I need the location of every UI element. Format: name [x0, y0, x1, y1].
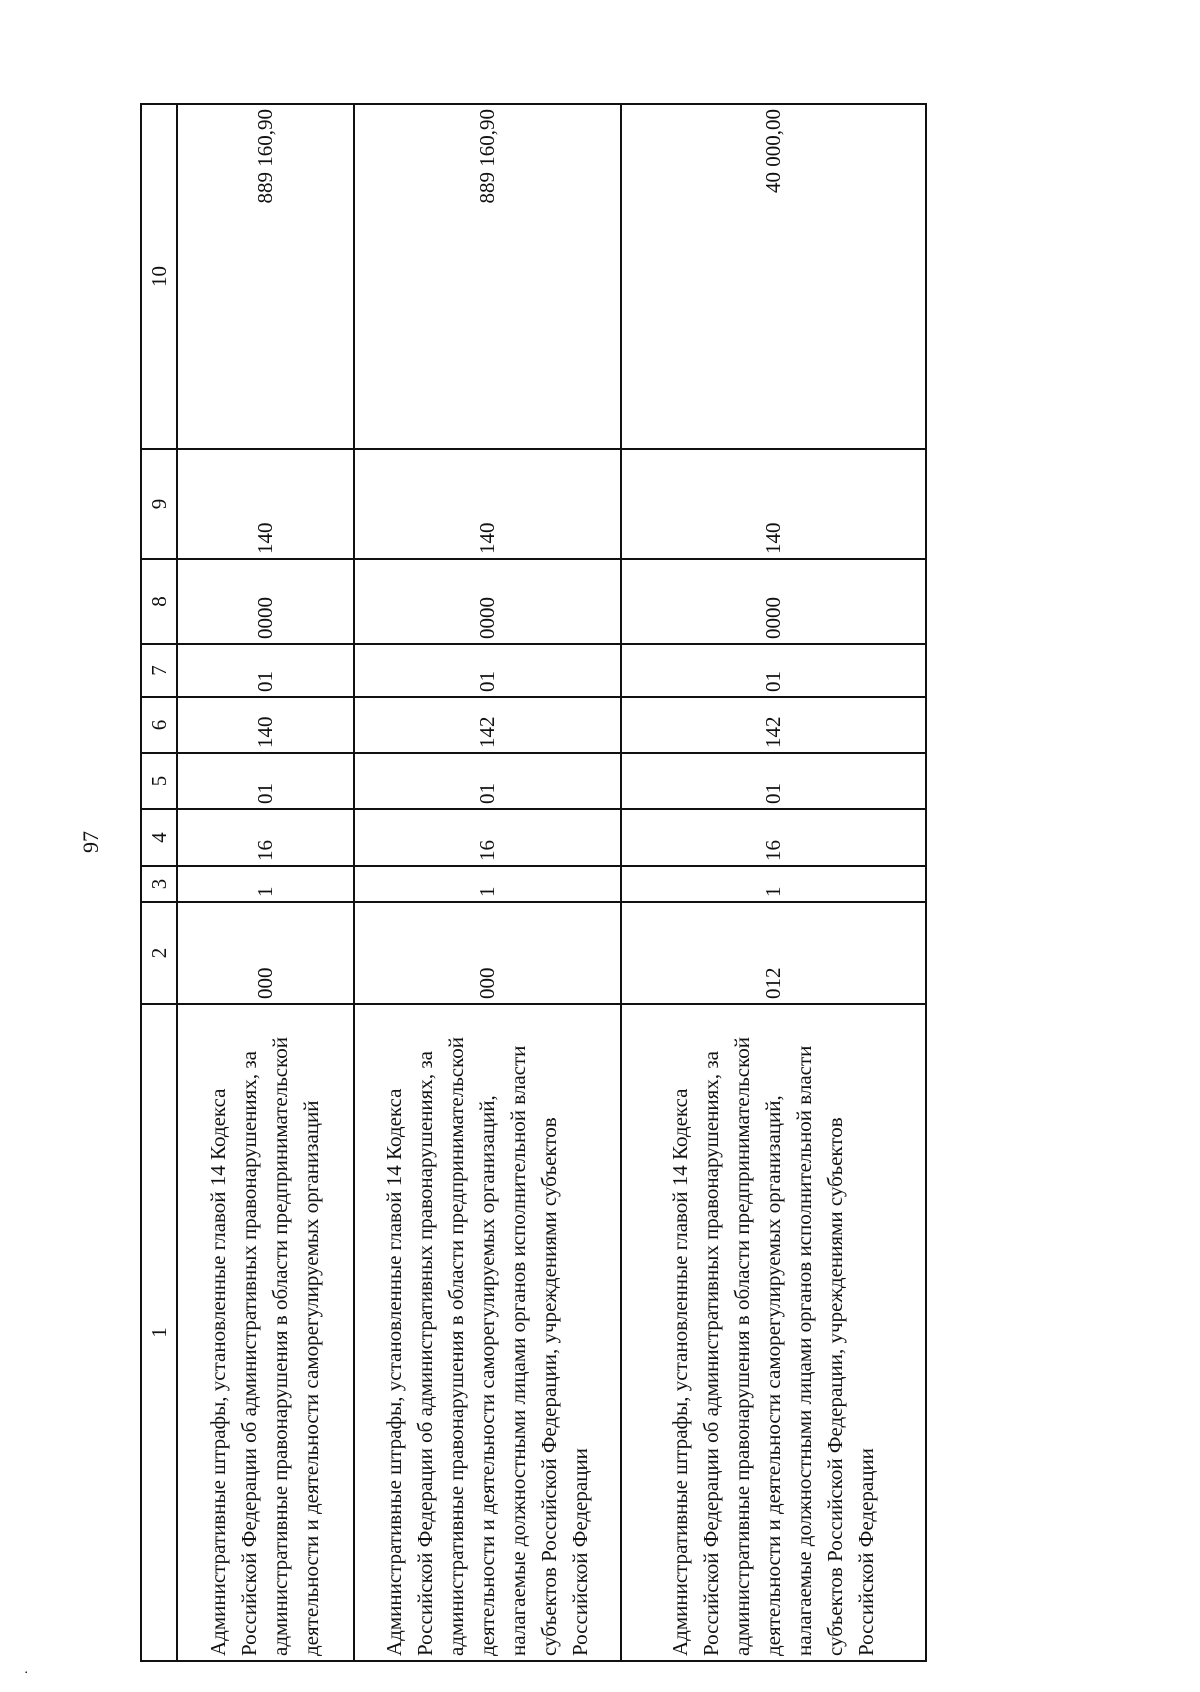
col-header-2: 2: [141, 902, 177, 1004]
col-header-1: 1: [141, 1004, 177, 1661]
cell-col-6: 142: [621, 697, 926, 753]
col-header-4: 4: [141, 809, 177, 866]
cell-col-8: 0000: [354, 559, 621, 644]
page-number: 97: [78, 831, 103, 853]
cell-col-2: 000: [177, 902, 354, 1004]
cell-col-2: 000: [354, 902, 621, 1004]
row-name: Административные штрафы, установленные главой 14 Кодекса Российской Федерации об административных правонарушениях, за административные правонарушения в области предпринимательской деятельности и деятельности саморегулируемых организаций, налагаемые должностными лицами органов исполнительной власти субъектов Российской Федерации, учреждениями субъектов Российской Федерации: [621, 1004, 926, 1661]
cell-col-7: 01: [354, 644, 621, 697]
cell-col-4: 16: [621, 809, 926, 866]
cell-col-3: 1: [177, 866, 354, 902]
header-row: [141, 104, 177, 1661]
cell-col-3: 1: [621, 866, 926, 902]
col-header-6: 6: [141, 697, 177, 753]
col-header-8: 8: [141, 559, 177, 644]
row-name: Административные штрафы, установленные главой 14 Кодекса Российской Федерации об административных правонарушениях, за административные правонарушения в области предпринимательской деятельности и деятельности саморегулируемых организаций, налагаемые должностными лицами органов исполнительной власти субъектов Российской Федерации, учреждениями субъектов Российской Федерации: [354, 1004, 621, 1661]
col-header-3: 3: [141, 866, 177, 902]
cell-col-5: 01: [354, 753, 621, 809]
cell-col-2: 012: [621, 902, 926, 1004]
cell-amount: 889 160,90: [177, 104, 354, 449]
cell-col-9: 140: [354, 449, 621, 559]
cell-col-7: 01: [621, 644, 926, 697]
cell-col-9: 140: [177, 449, 354, 559]
cell-col-4: 16: [177, 809, 354, 866]
cell-col-7: 01: [177, 644, 354, 697]
table-row: [177, 104, 354, 1661]
cell-col-8: 0000: [621, 559, 926, 644]
cell-col-6: 142: [354, 697, 621, 753]
cell-amount: 889 160,90: [354, 104, 621, 449]
corner-mark: .: [16, 1670, 31, 1674]
cell-col-3: 1: [354, 866, 621, 902]
cell-col-6: 140: [177, 697, 354, 753]
col-header-9: 9: [141, 449, 177, 559]
revenue-table: [140, 103, 927, 1662]
cell-col-4: 16: [354, 809, 621, 866]
col-header-7: 7: [141, 644, 177, 697]
table-row: [621, 104, 926, 1661]
cell-col-5: 01: [177, 753, 354, 809]
cell-col-5: 01: [621, 753, 926, 809]
table-row: [354, 104, 621, 1661]
col-header-10: 10: [141, 104, 177, 449]
cell-col-8: 0000: [177, 559, 354, 644]
cell-col-9: 140: [621, 449, 926, 559]
cell-amount: 40 000,00: [621, 104, 926, 449]
row-name: Административные штрафы, установленные главой 14 Кодекса Российской Федерации об административных правонарушениях, за административные правонарушения в области предпринимательской деятельности и деятельности саморегулируемых организаций: [177, 1004, 354, 1661]
col-header-5: 5: [141, 753, 177, 809]
